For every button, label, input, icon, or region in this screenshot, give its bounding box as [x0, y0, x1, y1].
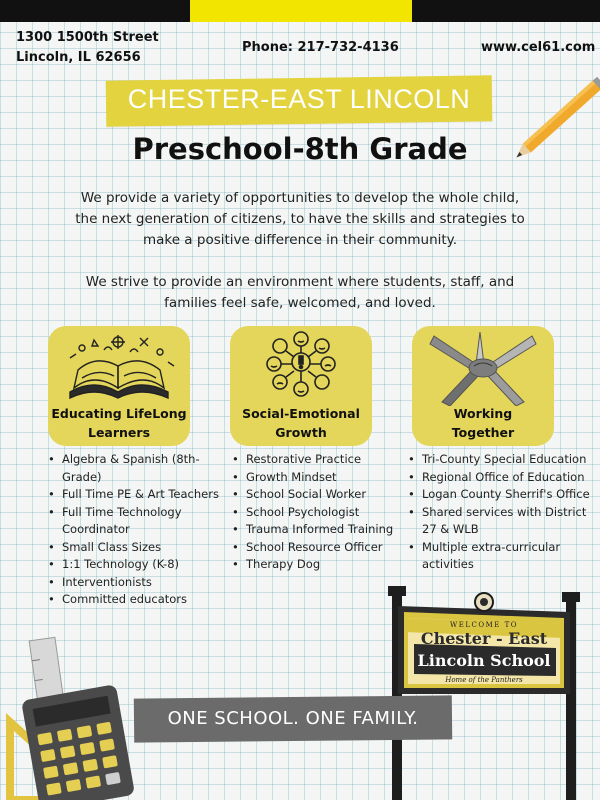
list-item: • Shared services with District 27 & WLB — [408, 504, 594, 539]
school-sign — [380, 582, 600, 800]
open-book-icon — [48, 326, 190, 406]
top-bar — [0, 0, 600, 22]
card-title — [44, 404, 194, 442]
intro-paragraph-2: We strive to provide an environment where students, staff, and families feel safe, welcomed, and loved. — [85, 274, 515, 311]
card-lifelong-learners — [48, 326, 190, 446]
sign-line1: Chester - East — [420, 629, 548, 648]
list-item: • Full Time PE & Art Teachers — [48, 486, 228, 504]
list-item: • Committed educators — [48, 591, 228, 609]
list-item: • Algebra & Spanish (8th-Grade) — [48, 451, 228, 486]
sign-tagline: Home of the Panthers — [445, 676, 523, 684]
list-item: • Tri-County Special Education — [408, 451, 594, 469]
card-title-line1: Social-Emotional — [242, 406, 360, 421]
sign-welcome: WELCOME TO — [450, 621, 518, 629]
card-title — [412, 404, 554, 442]
list-item: • Restorative Practice — [232, 451, 412, 469]
list-item: • School Social Worker — [232, 486, 412, 504]
card-title-line1: Educating LifeLong — [51, 406, 187, 421]
intro-text — [70, 188, 530, 335]
address-line1: 1300 1500th Street — [16, 30, 159, 45]
card-title — [230, 404, 372, 442]
emotions-icon — [230, 326, 372, 406]
intro-paragraph-1: We provide a variety of opportunities to develop the whole child, the next generation of citizens, to have the skills and strategies to make a positive difference in their community. — [75, 190, 525, 248]
list-working-together — [408, 451, 594, 574]
calculator-icon — [0, 626, 150, 800]
list-social-emotional — [232, 451, 412, 574]
list-item: • Interventionists — [48, 574, 228, 592]
list-item: • School Resource Officer — [232, 539, 412, 557]
list-item: • 1:1 Technology (K-8) — [48, 556, 228, 574]
hands-together-icon — [412, 326, 554, 406]
phone: Phone: 217-732-4136 — [242, 40, 399, 55]
sign-line2: Lincoln School — [417, 651, 551, 670]
list-item: • Multiple extra-curricular activities — [408, 539, 594, 574]
slogan: ONE SCHOOL. ONE FAMILY. — [167, 708, 419, 729]
address-line2: Lincoln, IL 62656 — [16, 50, 141, 65]
list-item: • Logan County Sherrif's Office — [408, 486, 594, 504]
list-item: • Small Class Sizes — [48, 539, 228, 557]
list-item: • Trauma Informed Training — [232, 521, 412, 539]
website: www.cel61.com — [481, 40, 596, 55]
list-item: • Regional Office of Education — [408, 469, 594, 487]
card-title-line2: Growth — [275, 425, 327, 440]
grade-range: Preschool-8th Grade — [132, 132, 468, 166]
card-title-line1: Working — [453, 406, 513, 421]
top-tape — [190, 0, 412, 22]
address — [16, 28, 159, 68]
card-social-emotional — [230, 326, 372, 446]
list-item: • Therapy Dog — [232, 556, 412, 574]
list-item: • School Psychologist — [232, 504, 412, 522]
list-item: • Full Time Technology Coordinator — [48, 504, 228, 539]
card-title-line2: Together — [451, 425, 515, 440]
school-name: CHESTER-EAST LINCOLN — [127, 84, 471, 114]
list-item: • Growth Mindset — [232, 469, 412, 487]
list-lifelong-learners — [48, 451, 228, 609]
card-title-line2: Learners — [87, 425, 151, 440]
card-working-together — [412, 326, 554, 446]
